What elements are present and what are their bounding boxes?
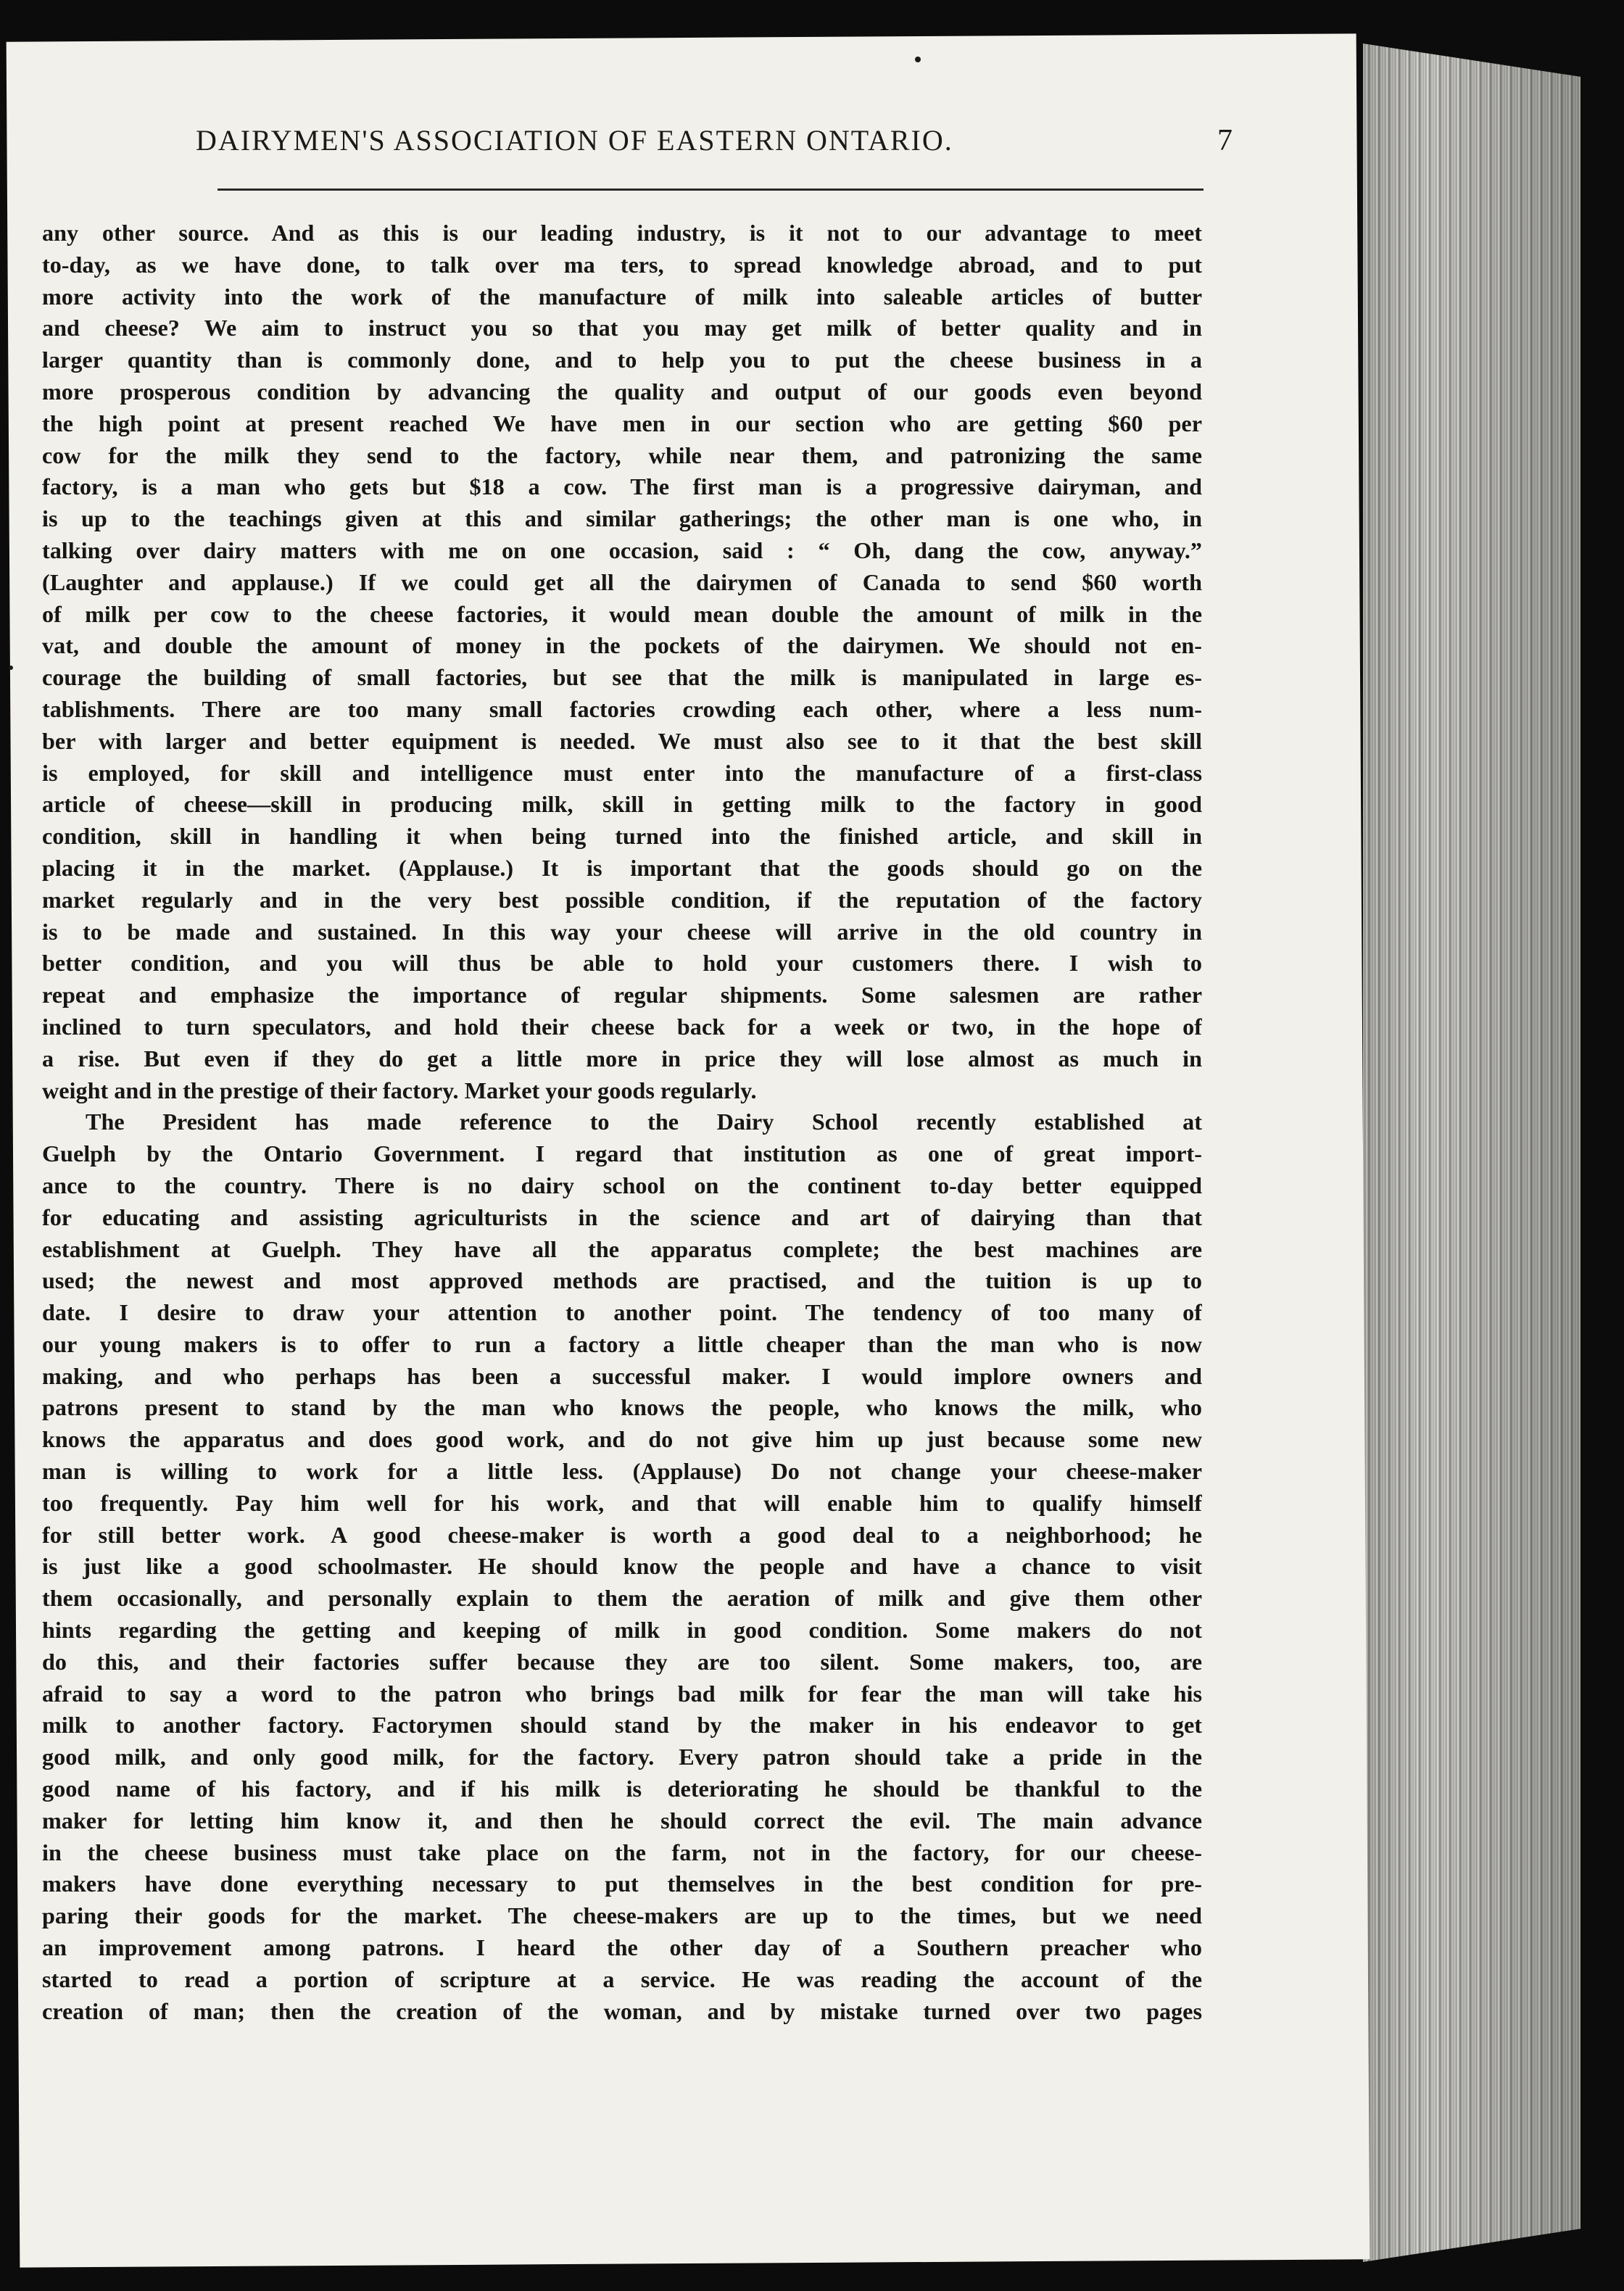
text-line: placing it in the market. (Applause.) It is important that the goods should go on the <box>42 854 1202 881</box>
text-line: more prosperous condition by advancing the quality and output of our goods even beyond <box>42 378 1202 405</box>
text-line: for educating and assisting agriculturists in the science and art of dairying than that <box>42 1204 1202 1230</box>
speck-mark <box>9 666 13 670</box>
text-line: tablishments. There are too many small factories crowding each other, where a less num- <box>42 695 1202 722</box>
text-line: talking over dairy matters with me on one occasion, said : “ Oh, dang the cow, anyway.” <box>42 536 1202 563</box>
text-line: is up to the teachings given at this and similar gatherings; the other man is one who, in <box>42 505 1202 532</box>
text-line: the high point at present reached We have men in our section who are getting $60 per <box>42 410 1202 436</box>
text-line: (Laughter and applause.) If we could get all the dairymen of Canada to send $60 worth <box>42 568 1202 595</box>
text-line: is just like a good schoolmaster. He should know the people and have a chance to visit <box>42 1553 1202 1580</box>
text-line: started to read a portion of scripture at a service. He was reading the account of the <box>42 1965 1202 1992</box>
text-line: establishment at Guelph. They have all the apparatus complete; the best machines are <box>42 1235 1202 1262</box>
running-head <box>163 123 1232 174</box>
text-line: a rise. But even if they do get a little more in price they will lose almost as much in <box>42 1045 1202 1072</box>
text-line: do this, and their factories suffer because they are too silent. Some makers, too, are <box>42 1648 1202 1675</box>
page-number: 7 <box>1217 124 1232 157</box>
text-line: date. I desire to draw your attention to another point. The tendency of too many of <box>42 1299 1202 1326</box>
text-line: ber with larger and better equipment is needed. We must also see to it that the best skill <box>42 727 1202 754</box>
header-rule <box>218 188 1204 191</box>
text-line: makers have done everything necessary to put themselves in the best condition for pre- <box>42 1870 1202 1897</box>
text-line: an improvement among patrons. I heard the other day of a Southern preacher who <box>42 1934 1202 1961</box>
text-line: paring their goods for the market. The cheese-makers are up to the times, but we need <box>42 1902 1202 1929</box>
text-line: cow for the milk they send to the factory, while near them, and patronizing the same <box>42 442 1202 468</box>
text-line: too frequently. Pay him well for his work, and that will enable him to qualify himself <box>42 1489 1202 1516</box>
text-line: our young makers is to offer to run a factory a little cheaper than the man who is now <box>42 1330 1202 1357</box>
text-line: better condition, and you will thus be able to hold your customers there. I wish to <box>42 950 1202 977</box>
text-line: courage the building of small factories, but see that the milk is manipulated in large es- <box>42 664 1202 691</box>
text-line: vat, and double the amount of money in the pockets of the dairymen. We should not en- <box>42 632 1202 659</box>
body-text <box>42 218 1202 2027</box>
text-line: inclined to turn speculators, and hold their cheese back for a week or two, in the hope of <box>42 1013 1202 1040</box>
text-line: patrons present to stand by the man who knows the people, who knows the milk, who <box>42 1394 1202 1421</box>
text-line: maker for letting him know it, and then he should correct the evil. The main advance <box>42 1807 1202 1834</box>
text-line: knows the apparatus and does good work, and do not give him up just because some new <box>42 1426 1202 1453</box>
text-line: hints regarding the getting and keeping of milk in good condition. Some makers do not <box>42 1617 1202 1644</box>
text-line: weight and in the prestige of their factory. Market your goods regularly. <box>42 1077 757 1103</box>
text-line: them occasionally, and personally explain to them the aeration of milk and give them other <box>42 1585 1202 1612</box>
text-line: used; the newest and most approved methods are practised, and the tuition is up to <box>42 1267 1202 1294</box>
text-line: and cheese? We aim to instruct you so that you may get milk of better quality and in <box>42 315 1202 341</box>
text-line: Guelph by the Ontario Government. I regard that institution as one of great import- <box>42 1140 1202 1167</box>
text-line: larger quantity than is commonly done, and to help you to put the cheese business in a <box>42 347 1202 373</box>
text-line: afraid to say a word to the patron who brings bad milk for fear the man will take his <box>42 1680 1202 1707</box>
text-line: more activity into the work of the manufacture of milk into saleable articles of butter <box>42 283 1202 310</box>
text-line: factory, is a man who gets but $18 a cow. The first man is a progressive dairyman, and <box>42 473 1202 500</box>
text-line: article of cheese—skill in producing milk, skill in getting milk to the factory in good <box>42 791 1202 818</box>
text-line: making, and who perhaps has been a successful maker. I would implore owners and <box>42 1362 1202 1389</box>
text-line: good name of his factory, and if his milk is deteriorating he should be thankful to the <box>42 1776 1202 1802</box>
text-line: market regularly and in the very best possible condition, if the reputation of the factory <box>42 886 1202 913</box>
text-line: is employed, for skill and intelligence must enter into the manufacture of a first-class <box>42 759 1202 786</box>
text-line: to-day, as we have done, to talk over ma ters, to spread knowledge abroad, and to put <box>42 251 1202 278</box>
text-line: good milk, and only good milk, for the factory. Every patron should take a pride in the <box>42 1744 1202 1770</box>
book-page-edges-shade <box>1363 44 1580 2262</box>
text-line: in the cheese business must take place on the farm, not in the factory, for our cheese- <box>42 1839 1202 1865</box>
text-line: of milk per cow to the cheese factories, it would mean double the amount of milk in the <box>42 600 1202 627</box>
text-line: is to be made and sustained. In this way your cheese will arrive in the old country in <box>42 918 1202 945</box>
text-line: for still better work. A good cheese-maker is worth a good deal to a neighborhood; he <box>42 1521 1202 1548</box>
running-title: DAIRYMEN'S ASSOCIATION OF EASTERN ONTARIO. <box>196 124 953 157</box>
text-line: any other source. And as this is our leading industry, is it not to our advantage to meet <box>42 220 1202 246</box>
speck-mark <box>915 57 921 62</box>
text-line: condition, skill in handling it when being turned into the finished article, and skill in <box>42 823 1202 850</box>
text-line: repeat and emphasize the importance of regular shipments. Some salesmen are rather <box>42 982 1202 1008</box>
text-line: ance to the country. There is no dairy school on the continent to-day better equipped <box>42 1172 1202 1198</box>
text-line: man is willing to work for a little less. (Applause) Do not change your cheese-maker <box>42 1458 1202 1485</box>
text-line: The President has made reference to the Dairy School recently established at <box>86 1109 1202 1135</box>
text-line: milk to another factory. Factorymen should stand by the maker in his endeavor to get <box>42 1712 1202 1739</box>
text-line: creation of man; then the creation of the woman, and by mistake turned over two pages <box>42 1997 1202 2024</box>
